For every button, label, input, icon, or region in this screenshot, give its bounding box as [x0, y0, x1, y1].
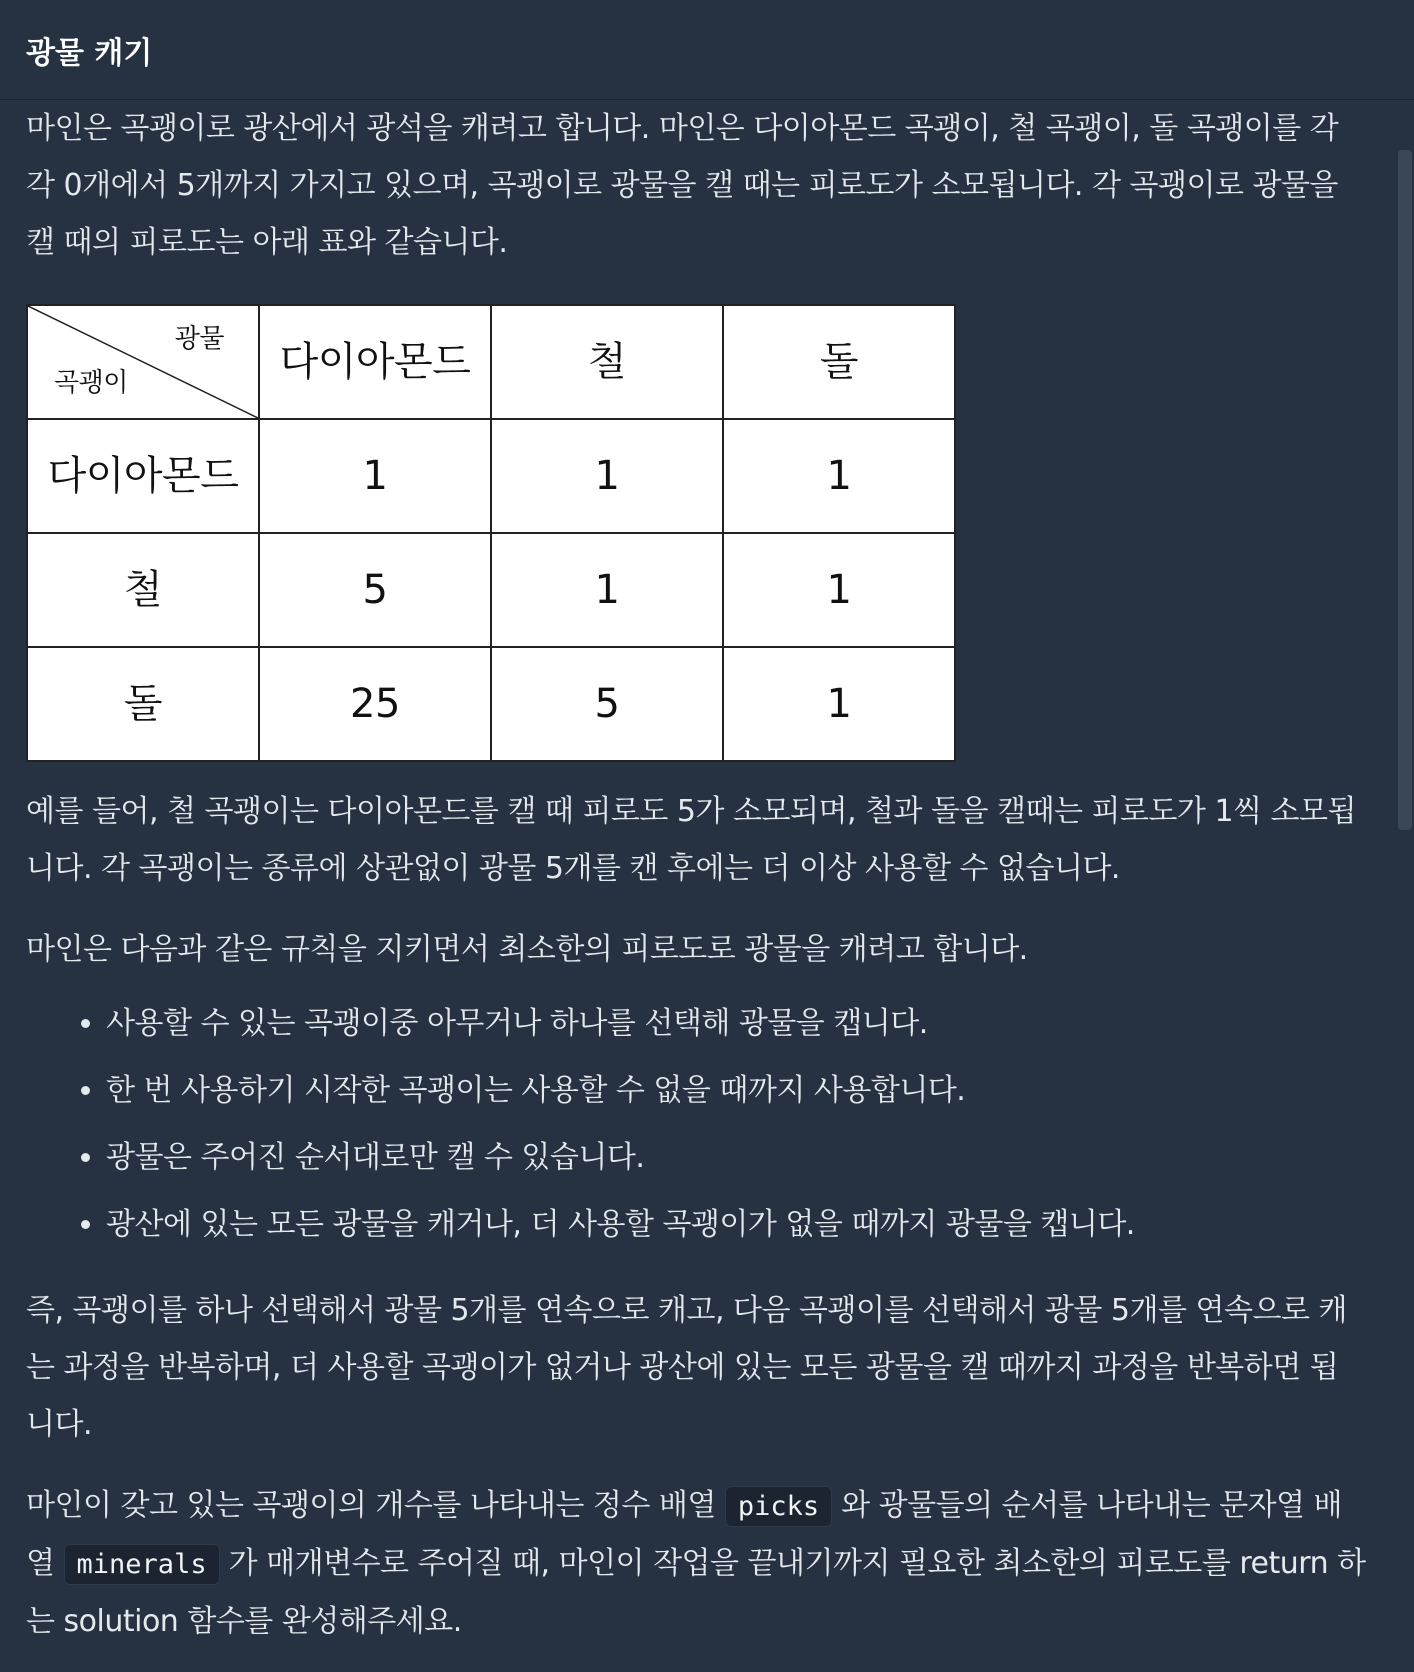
table-row: [27, 419, 955, 533]
col-header-diamond: 다이아몬드: [259, 305, 491, 419]
picks-code: picks: [725, 1486, 832, 1527]
rules-list: [26, 990, 1366, 1258]
table-cell: 5: [491, 647, 723, 761]
intro-paragraph: 마인은 곡괭이로 광산에서 광석을 캐려고 합니다. 마인은 다이아몬드 곡괭이, 철 곡괭이, 돌 곡괭이를 각각 0개에서 5개까지 가지고 있으며, 곡괭이로 광물을 캘 때는 피로도가 소모됩니다. 각 곡괭이로 광물을 캘 때의 피로도는 아래 표와 같습니다.: [26, 111, 1339, 260]
row-header-iron: 철: [27, 533, 259, 647]
table-cell: 1: [723, 533, 955, 647]
table-row: [27, 533, 955, 647]
header: [0, 0, 1414, 100]
scrollbar-thumb[interactable]: [1398, 150, 1412, 830]
table-row: [27, 647, 955, 761]
problem-description: [26, 100, 1366, 1650]
col-header-iron: 철: [491, 305, 723, 419]
rules-intro-paragraph: 마인은 다음과 같은 규칙을 지키면서 최소한의 피로도로 광물을 캐려고 합니다.: [26, 932, 1028, 967]
corner-pickaxe-label: 곡괭이: [54, 368, 128, 398]
table-cell: 25: [259, 647, 491, 761]
corner-mineral-label: 광물: [174, 324, 224, 354]
table-header-row: [27, 305, 955, 419]
task-text-3: 가 매개변수로 주어질 때, 마인이 작업을 끝내기까지 필요한 최소한의 피로도를 return 하는 solution 함수를 완성해주세요.: [26, 1546, 1366, 1639]
table-cell: 1: [259, 419, 491, 533]
table-cell: 5: [259, 533, 491, 647]
list-item: • 광산에 있는 모든 광물을 캐거나, 더 사용할 곡괭이가 없을 때까지 광물을 캡니다.: [106, 1191, 1366, 1258]
table-cell: 1: [491, 419, 723, 533]
fatigue-table: [26, 304, 956, 762]
fatigue-table-image: [26, 304, 956, 761]
list-item: • 한 번 사용하기 시작한 곡괭이는 사용할 수 없을 때까지 사용합니다.: [106, 1057, 1366, 1124]
table-corner-cell: [27, 305, 259, 419]
list-item: • 광물은 주어진 순서대로만 캘 수 있습니다.: [106, 1124, 1366, 1191]
col-header-stone: 돌: [723, 305, 955, 419]
row-header-diamond: 다이아몬드: [27, 419, 259, 533]
problem-title: 광물 캐기: [26, 35, 153, 71]
table-cell: 1: [491, 533, 723, 647]
task-text-2: 와 광물들의 순서를 나타내는 문자열 배열: [26, 1488, 1343, 1581]
minerals-code: minerals: [64, 1544, 220, 1585]
task-text-1: 마인이 갖고 있는 곡괭이의 개수를 나타내는 정수 배열: [26, 1488, 725, 1523]
diagonal-line: [28, 306, 258, 418]
row-header-stone: 돌: [27, 647, 259, 761]
table-cell: 1: [723, 419, 955, 533]
example-paragraph: 예를 들어, 철 곡괭이는 다이아몬드를 캘 때 피로도 5가 소모되며, 철과 돌을 캘때는 피로도가 1씩 소모됩니다. 각 곡괭이는 종류에 상관없이 광물 5개를 캔 후에는 더 이상 사용할 수 없습니다.: [26, 794, 1356, 886]
scrollbar[interactable]: [1396, 150, 1414, 830]
task-paragraph: [26, 1477, 1366, 1650]
list-item: • 사용할 수 있는 곡괭이중 아무거나 하나를 선택해 광물을 캡니다.: [106, 990, 1366, 1057]
summary-paragraph: 즉, 곡괭이를 하나 선택해서 광물 5개를 연속으로 캐고, 다음 곡괭이를 선택해서 광물 5개를 연속으로 캐는 과정을 반복하며, 더 사용할 곡괭이가 없거나 광산에 있는 모든 광물을 캘 때까지 과정을 반복하면 됩니다.: [26, 1293, 1347, 1442]
table-cell: 1: [723, 647, 955, 761]
